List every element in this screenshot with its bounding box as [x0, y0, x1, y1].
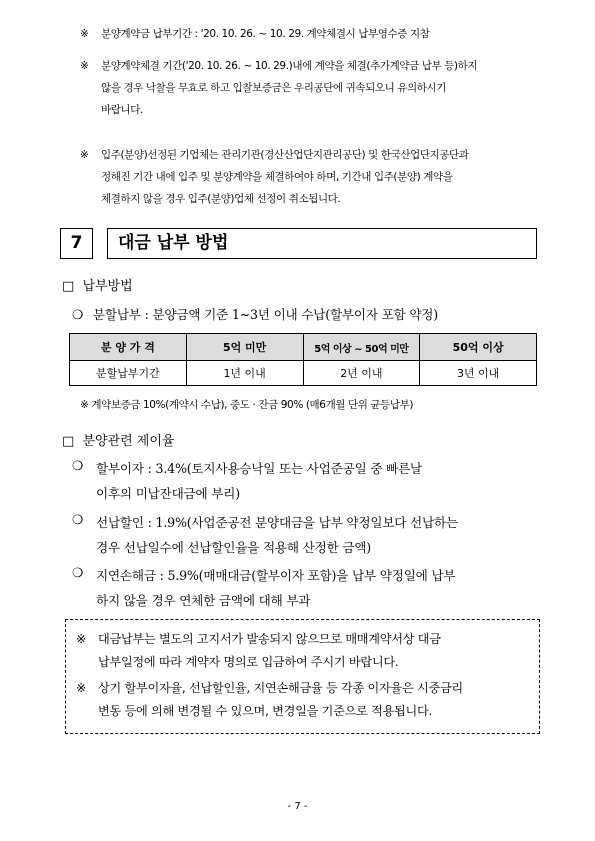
rate-text: 할부이자 : 3.4%(토지사용승낙일 또는 사업준공일 중 빠른날	[96, 461, 423, 476]
page-number: - 7 -	[287, 801, 308, 812]
table-cell: 분할납부기간	[70, 361, 187, 386]
note-tenant-selection	[80, 145, 550, 211]
square-icon: □	[62, 434, 75, 449]
table-note: ※ 계약보증금 10%(계약시 수납), 중도 · 잔금 90% (매6개월 단위 균등납부)	[80, 399, 414, 411]
note-text: 분양계약체결 기간('20. 10. 26. ~ 10. 29.)내에 계약을 체결(추가계약금 납부 등)하지	[101, 60, 478, 72]
note-mark: ※	[80, 60, 89, 72]
notice-text: 대금납부는 별도의 고지서가 발송되지 않으므로 매매계약서상 대금	[98, 632, 441, 646]
note-payment-period	[80, 24, 550, 46]
note-mark: ※	[80, 28, 89, 40]
table-header-row	[70, 334, 537, 361]
circle-bullet-icon: ❍	[72, 512, 84, 527]
square-icon: □	[62, 279, 75, 294]
table-cell: 1년 이내	[186, 361, 303, 386]
installment-period-table	[69, 333, 537, 386]
payment-heading-text: 납부방법	[82, 279, 133, 294]
rate-installment-interest	[72, 458, 542, 508]
notice-mark: ※	[76, 681, 86, 695]
note-text: 정해진 기간 내에 입주 및 분양계약을 체결하여야 하며, 기간내 입주(분양) 계약을	[101, 171, 453, 183]
rate-text: 지연손해금 : 5.9%(매매대금(할부이자 포함)을 납부 약정일에 납부	[96, 568, 456, 583]
circle-bullet-icon: ❍	[72, 458, 84, 473]
table-cell: 2년 이내	[303, 361, 420, 386]
rate-text: 하지 않을 경우 연체한 금액에 대해 부과	[96, 593, 311, 608]
circle-bullet-icon: ❍	[72, 565, 84, 580]
notice-text: 변동 등에 의해 변경될 수 있으며, 변경일을 기준으로 적용됩니다.	[98, 704, 433, 718]
rate-late-penalty	[72, 565, 542, 615]
note-text: 입주(분양)선정된 기업체는 관리기관(경산산업단지관리공단) 및 한국산업단지공단과	[101, 149, 469, 161]
table-row	[70, 361, 537, 386]
note-text: 분양계약금 납부기간 : '20. 10. 26. ~ 10. 29. 계약체결시 납부영수증 지참	[101, 28, 430, 40]
note-text: 않을 경우 낙찰을 무효로 하고 입찰보증금은 우리공단에 귀속되오니 유의하시기	[101, 82, 447, 94]
table-header-cell: 50억 이상	[420, 334, 537, 361]
section-title: 대금 납부 방법	[107, 228, 537, 259]
notice-mark: ※	[76, 632, 86, 646]
table-header-cell: 5억 이상 ~ 50억 미만	[303, 334, 420, 361]
notice-text: 납부일정에 따라 계약자 명의로 입금하여 주시기 바랍니다.	[98, 655, 399, 669]
rates-heading-text: 분양관련 제이율	[82, 434, 175, 449]
table-header-cell: 분 양 가 격	[70, 334, 187, 361]
note-text: 체결하지 않을 경우 입주(분양)업체 선정이 취소됩니다.	[101, 193, 341, 205]
note-mark: ※	[80, 149, 89, 161]
rates-heading	[62, 430, 174, 449]
note-text: 바랍니다.	[101, 104, 143, 116]
rate-text: 경우 선납일수에 선납할인율을 적용해 산정한 금액)	[96, 540, 372, 555]
rate-text: 선납할인 : 1.9%(사업준공전 분양대금을 납부 약정일보다 선납하는	[96, 515, 458, 530]
payment-heading	[62, 275, 133, 294]
circle-bullet-icon: ❍	[72, 307, 84, 322]
payment-installment-line	[72, 304, 542, 323]
notice-text: 상기 할부이자율, 선납할인율, 지연손해금율 등 각종 이자율은 시중금리	[98, 681, 463, 695]
notice-box	[65, 619, 540, 734]
payment-installment-text: 분할납부 : 분양금액 기준 1~3년 이내 수납(할부이자 포함 약정)	[92, 307, 438, 322]
rate-text: 이후의 미납잔대금에 부리)	[96, 486, 240, 501]
note-contract-period	[80, 56, 550, 122]
table-cell: 3년 이내	[420, 361, 537, 386]
rate-prepayment-discount	[72, 512, 542, 562]
table-header-cell: 5억 미만	[186, 334, 303, 361]
section-number: 7	[60, 228, 93, 259]
